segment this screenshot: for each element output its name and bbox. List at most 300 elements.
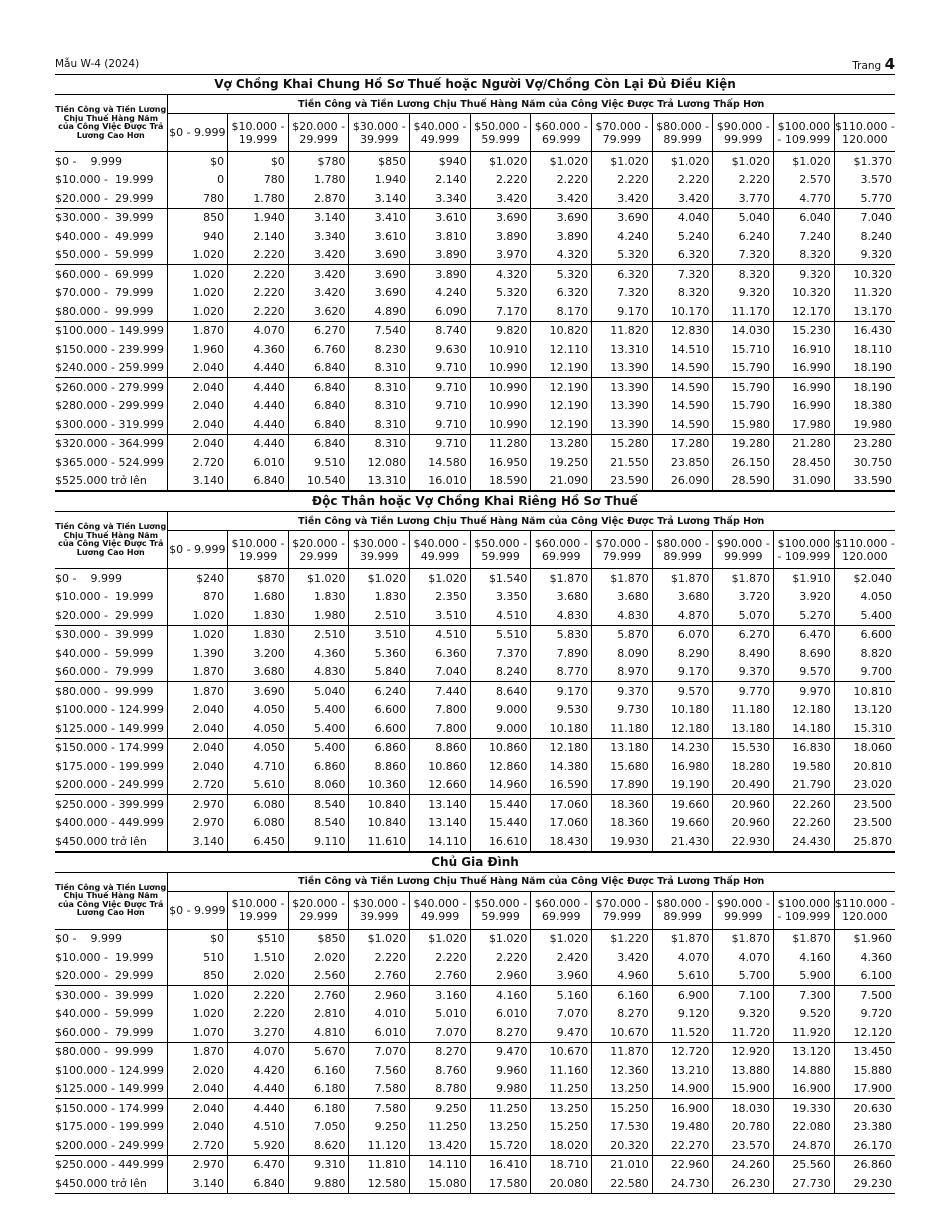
amount-cell: 25.560 [774, 1155, 835, 1174]
amount-cell: 19.660 [652, 795, 713, 814]
amount-cell: 1.680 [228, 588, 289, 607]
amount-cell: 15.980 [713, 415, 774, 434]
amount-cell: 2.720 [167, 1136, 228, 1155]
income-range: $260.000 - 279.999 [55, 378, 167, 397]
income-range: $30.000 - 39.999 [55, 208, 167, 227]
amount-cell: 8.320 [652, 284, 713, 303]
amount-cell: $1.870 [652, 929, 713, 948]
amount-cell: 3.690 [349, 265, 410, 284]
column-header: $90.000 - 99.999 [713, 114, 774, 152]
amount-cell: 2.720 [167, 776, 228, 795]
amount-cell: 7.170 [470, 302, 531, 321]
amount-cell: 12.180 [531, 738, 592, 757]
amount-cell: 6.470 [228, 1155, 289, 1174]
amount-cell: 8.540 [288, 795, 349, 814]
amount-cell: 10.360 [349, 776, 410, 795]
column-header: $90.000 - 99.999 [713, 531, 774, 569]
amount-cell: 9.880 [288, 1174, 349, 1193]
income-range: $175.000 - 199.999 [55, 1118, 167, 1137]
amount-cell: 17.530 [592, 1118, 653, 1137]
amount-cell: 13.180 [713, 719, 774, 738]
amount-cell: 4.510 [410, 625, 471, 644]
amount-cell: 14.590 [652, 397, 713, 416]
amount-cell: 9.320 [834, 246, 895, 265]
amount-cell: 9.470 [470, 1042, 531, 1061]
amount-cell: 3.690 [592, 208, 653, 227]
amount-cell: 9.320 [713, 284, 774, 303]
amount-cell: 4.240 [592, 227, 653, 246]
amount-cell: 4.070 [228, 1042, 289, 1061]
table-row [55, 814, 895, 833]
income-range: $300.000 - 319.999 [55, 415, 167, 434]
amount-cell: 7.320 [592, 284, 653, 303]
table-row [55, 776, 895, 795]
amount-cell: 3.420 [652, 189, 713, 208]
amount-cell: 6.320 [531, 284, 592, 303]
amount-cell: 16.590 [531, 776, 592, 795]
amount-cell: 2.220 [228, 246, 289, 265]
amount-cell: 13.450 [853, 1045, 892, 1059]
amount-cell: 19.480 [652, 1118, 713, 1137]
income-range: $150.000 - 174.999 [55, 738, 167, 757]
amount-cell: 3.890 [410, 265, 471, 284]
amount-cell: 14.880 [774, 1061, 835, 1080]
amount-cell: 18.110 [853, 342, 892, 356]
income-range: $20.000 - 29.999 [55, 189, 167, 208]
amount-cell: 17.900 [834, 1080, 895, 1099]
amount-cell: 18.020 [531, 1136, 592, 1155]
amount-cell: 3.420 [592, 948, 653, 967]
amount-cell: 12.110 [531, 340, 592, 359]
amount-cell: 11.320 [853, 286, 892, 300]
amount-cell: 20.320 [592, 1136, 653, 1155]
income-range: $100.000 - 124.999 [55, 1061, 167, 1080]
amount-cell: 3.970 [470, 246, 531, 265]
amount-cell: 9.720 [860, 1007, 892, 1021]
amount-cell: 4.320 [470, 265, 531, 284]
amount-cell: 20.490 [713, 776, 774, 795]
amount-cell: 28.450 [774, 453, 835, 472]
amount-cell: 3.140 [349, 189, 410, 208]
amount-cell: $1.870 [592, 569, 653, 588]
amount-cell: 4.440 [228, 1099, 289, 1118]
table-row [55, 569, 895, 588]
amount-cell: 23.280 [853, 437, 892, 451]
column-header: $110.000 - 120.000 [834, 114, 895, 152]
amount-cell: 3.420 [531, 189, 592, 208]
amount-cell: 1.830 [288, 588, 349, 607]
amount-cell: 14.110 [410, 1155, 471, 1174]
amount-cell: 6.840 [288, 434, 349, 453]
amount-cell: 15.790 [713, 359, 774, 378]
amount-cell: 6.600 [860, 628, 892, 642]
table-row [55, 1023, 895, 1042]
amount-cell: 15.900 [713, 1080, 774, 1099]
amount-cell: 9.730 [592, 701, 653, 720]
amount-cell: 4.810 [288, 1023, 349, 1042]
table-row [55, 340, 895, 359]
amount-cell: 10.670 [592, 1023, 653, 1042]
income-range: $30.000 - 39.999 [55, 986, 167, 1005]
income-range: $125.000 - 149.999 [55, 1080, 167, 1099]
amount-cell: 26.860 [853, 1158, 892, 1172]
group-header: Tiền Công và Tiền Lương Chịu Thuế Hàng Năm của Công Việc Được Trả Lương Thấp Hơn [167, 95, 895, 114]
amount-cell: $1.020 [652, 152, 713, 171]
amount-cell: 4.040 [652, 208, 713, 227]
amount-cell: 17.060 [531, 795, 592, 814]
amount-cell: 3.690 [349, 284, 410, 303]
amount-cell: 15.790 [713, 378, 774, 397]
column-header: $30.000 - 39.999 [349, 891, 410, 929]
form-name: Mẫu W-4 (2024) [55, 58, 140, 70]
amount-cell: 28.590 [713, 472, 774, 491]
amount-cell: 2.040 [167, 359, 228, 378]
amount-cell: 3.420 [288, 265, 349, 284]
amount-cell: 9.970 [774, 682, 835, 701]
amount-cell: 18.190 [834, 359, 895, 378]
amount-cell: 13.420 [410, 1136, 471, 1155]
amount-cell: 15.230 [774, 321, 835, 340]
income-range: $40.000 - 59.999 [55, 644, 167, 663]
amount-cell: 7.320 [713, 246, 774, 265]
amount-cell: 4.360 [860, 950, 892, 964]
page-word: Trang [852, 60, 882, 72]
table-row [55, 434, 895, 453]
amount-cell: 6.840 [288, 378, 349, 397]
amount-cell: $870 [228, 569, 289, 588]
amount-cell: 3.350 [470, 588, 531, 607]
income-range: $10.000 - 19.999 [55, 588, 167, 607]
income-range: $0 - 9.999 [55, 929, 167, 948]
amount-cell: 25.870 [834, 832, 895, 851]
amount-cell: 2.040 [167, 378, 228, 397]
amount-cell: 26.150 [713, 453, 774, 472]
amount-cell: 9.370 [713, 663, 774, 682]
amount-cell: 13.310 [592, 340, 653, 359]
amount-cell: 6.450 [228, 832, 289, 851]
amount-cell: 17.060 [531, 814, 592, 833]
amount-cell: 7.070 [531, 1005, 592, 1024]
amount-cell: 18.710 [531, 1155, 592, 1174]
amount-cell: 4.360 [228, 340, 289, 359]
amount-cell: 1.780 [228, 189, 289, 208]
amount-cell: 7.800 [410, 719, 471, 738]
amount-cell: 9.710 [410, 378, 471, 397]
amount-cell: 2.220 [531, 171, 592, 190]
amount-cell: 9.710 [410, 359, 471, 378]
amount-cell: 8.310 [349, 397, 410, 416]
column-header: $60.000 - 69.999 [531, 891, 592, 929]
amount-cell: 4.070 [713, 948, 774, 967]
amount-cell: 5.830 [531, 625, 592, 644]
income-range: $70.000 - 79.999 [55, 284, 167, 303]
amount-cell: 3.610 [410, 208, 471, 227]
amount-cell: 15.680 [592, 757, 653, 776]
amount-cell: 3.270 [228, 1023, 289, 1042]
row-header: Tiền Công và Tiền Lương Chịu Thuế Hàng Năm của Công Việc Được Trả Lương Cao Hơn [55, 512, 167, 569]
amount-cell: 12.180 [774, 701, 835, 720]
table-row [55, 397, 895, 416]
amount-cell: 1.960 [167, 340, 228, 359]
amount-cell: 5.510 [470, 625, 531, 644]
amount-cell: 5.400 [288, 719, 349, 738]
amount-cell: 3.680 [592, 588, 653, 607]
amount-cell: 11.160 [531, 1061, 592, 1080]
amount-cell: 16.990 [774, 378, 835, 397]
table-row [55, 588, 895, 607]
amount-cell: $1.870 [531, 569, 592, 588]
amount-cell: 0 [167, 171, 228, 190]
amount-cell: 8.320 [713, 265, 774, 284]
amount-cell: 11.810 [349, 1155, 410, 1174]
amount-cell: 15.440 [470, 814, 531, 833]
amount-cell: 2.760 [288, 986, 349, 1005]
amount-cell: 14.590 [652, 415, 713, 434]
table-row [55, 1099, 895, 1118]
amount-cell: 18.380 [853, 399, 892, 413]
amount-cell: 19.980 [834, 415, 895, 434]
column-header: $20.000 - 29.999 [288, 114, 349, 152]
amount-cell: 15.250 [531, 1118, 592, 1137]
amount-cell: 13.120 [774, 1042, 835, 1061]
amount-cell: 23.500 [853, 797, 892, 811]
amount-cell: 6.040 [774, 208, 835, 227]
amount-cell: 8.970 [592, 663, 653, 682]
amount-cell: 10.990 [470, 359, 531, 378]
table-row [55, 321, 895, 340]
amount-cell: 8.170 [531, 302, 592, 321]
amount-cell: 8.310 [349, 378, 410, 397]
amount-cell: 2.720 [167, 453, 228, 472]
amount-cell: 16.610 [470, 832, 531, 851]
amount-cell: 3.770 [713, 189, 774, 208]
income-range: $80.000 - 99.999 [55, 1042, 167, 1061]
amount-cell: 5.040 [288, 682, 349, 701]
amount-cell: 10.860 [410, 757, 471, 776]
income-range: $125.000 - 149.999 [55, 719, 167, 738]
amount-cell: 4.070 [652, 948, 713, 967]
column-header: $110.000 - 120.000 [834, 891, 895, 929]
amount-cell: 15.250 [592, 1099, 653, 1118]
amount-cell: 3.160 [410, 986, 471, 1005]
amount-cell: 2.020 [288, 948, 349, 967]
amount-cell: 9.170 [531, 682, 592, 701]
amount-cell: 6.360 [410, 644, 471, 663]
amount-cell: $510 [228, 929, 289, 948]
amount-cell: 3.620 [288, 302, 349, 321]
amount-cell: 24.260 [713, 1155, 774, 1174]
amount-cell: 13.390 [592, 378, 653, 397]
income-range: $0 - 9.999 [55, 152, 167, 171]
amount-cell: 3.420 [288, 284, 349, 303]
amount-cell: $1.020 [410, 929, 471, 948]
amount-cell: 2.220 [592, 171, 653, 190]
amount-cell: 18.280 [713, 757, 774, 776]
amount-cell: 8.230 [349, 340, 410, 359]
amount-cell: 7.440 [410, 682, 471, 701]
withholding-table [55, 873, 895, 1194]
income-range: $150.000 - 174.999 [55, 1099, 167, 1118]
amount-cell: 16.980 [652, 757, 713, 776]
amount-cell: 2.970 [167, 1155, 228, 1174]
amount-cell: 3.610 [349, 227, 410, 246]
amount-cell: 9.710 [410, 415, 471, 434]
amount-cell: 4.890 [349, 302, 410, 321]
amount-cell: 8.780 [410, 1080, 471, 1099]
amount-cell: 12.190 [531, 415, 592, 434]
amount-cell: 20.630 [853, 1101, 892, 1115]
table-row [55, 284, 895, 303]
amount-cell: 2.040 [167, 1099, 228, 1118]
table-row [55, 1174, 895, 1193]
amount-cell: 4.830 [531, 606, 592, 625]
amount-cell: 6.090 [410, 302, 471, 321]
amount-cell: 6.320 [652, 246, 713, 265]
amount-cell: 7.300 [774, 986, 835, 1005]
amount-cell: 11.250 [531, 1080, 592, 1099]
income-range: $0 - 9.999 [55, 569, 167, 588]
amount-cell: 11.180 [592, 719, 653, 738]
table-row [55, 189, 895, 208]
amount-cell: 10.670 [531, 1042, 592, 1061]
amount-cell: 2.040 [167, 757, 228, 776]
amount-cell: 2.220 [228, 1005, 289, 1024]
amount-cell: 1.020 [167, 265, 228, 284]
tax-tables [55, 74, 895, 1194]
amount-cell: 8.310 [349, 359, 410, 378]
amount-cell: 7.500 [860, 988, 892, 1002]
amount-cell: 8.270 [470, 1023, 531, 1042]
amount-cell: 11.280 [470, 434, 531, 453]
amount-cell: $850 [349, 152, 410, 171]
amount-cell: 9.520 [774, 1005, 835, 1024]
amount-cell: 780 [228, 171, 289, 190]
amount-cell: 7.070 [410, 1023, 471, 1042]
amount-cell: 7.890 [531, 644, 592, 663]
amount-cell: $0 [167, 929, 228, 948]
amount-cell: 940 [167, 227, 228, 246]
amount-cell: 2.220 [713, 171, 774, 190]
amount-cell: $0 [228, 152, 289, 171]
amount-cell: 7.540 [349, 321, 410, 340]
amount-cell: 9.710 [410, 397, 471, 416]
amount-cell: 6.070 [652, 625, 713, 644]
amount-cell: 16.950 [470, 453, 531, 472]
amount-cell: 14.590 [652, 359, 713, 378]
income-range: $60.000 - 79.999 [55, 1023, 167, 1042]
amount-cell: 510 [167, 948, 228, 967]
amount-cell: 9.170 [652, 663, 713, 682]
amount-cell: 15.880 [853, 1063, 892, 1077]
amount-cell: 4.160 [774, 948, 835, 967]
withholding-table [55, 95, 895, 491]
amount-cell: 6.840 [228, 1174, 289, 1193]
amount-cell: $1.020 [592, 152, 653, 171]
section-1 [55, 491, 895, 852]
amount-cell: 1.020 [167, 625, 228, 644]
amount-cell: 7.580 [349, 1080, 410, 1099]
amount-cell: 20.780 [713, 1118, 774, 1137]
table-row [55, 1118, 895, 1137]
amount-cell: 2.970 [167, 795, 228, 814]
group-header: Tiền Công và Tiền Lương Chịu Thuế Hàng Năm của Công Việc Được Trả Lương Thấp Hơn [167, 512, 895, 531]
amount-cell: 3.960 [531, 967, 592, 986]
amount-cell: 5.360 [349, 644, 410, 663]
amount-cell: 2.040 [167, 415, 228, 434]
income-range: $60.000 - 79.999 [55, 663, 167, 682]
column-header: $0 - 9.999 [167, 114, 228, 152]
amount-cell: 5.670 [288, 1042, 349, 1061]
amount-cell: 14.590 [652, 378, 713, 397]
column-header: $20.000 - 29.999 [288, 891, 349, 929]
income-range: $365.000 - 524.999 [55, 453, 167, 472]
amount-cell: 10.990 [470, 378, 531, 397]
table-row [55, 1080, 895, 1099]
amount-cell: 3.810 [410, 227, 471, 246]
table-row [55, 208, 895, 227]
amount-cell: 8.490 [713, 644, 774, 663]
amount-cell: 2.870 [288, 189, 349, 208]
amount-cell: 8.690 [774, 644, 835, 663]
amount-cell: 3.420 [470, 189, 531, 208]
amount-cell: 2.810 [288, 1005, 349, 1024]
amount-cell: 6.470 [774, 625, 835, 644]
amount-cell: 8.640 [470, 682, 531, 701]
amount-cell: 8.090 [592, 644, 653, 663]
amount-cell: 9.980 [470, 1080, 531, 1099]
table-row [55, 644, 895, 663]
column-header: $0 - 9.999 [167, 531, 228, 569]
section-title: Vợ Chồng Khai Chung Hồ Sơ Thuế hoặc Người Vợ/Chồng Còn Lại Đủ Điều Kiện [55, 75, 895, 95]
amount-cell: 5.160 [531, 986, 592, 1005]
amount-cell: 5.610 [652, 967, 713, 986]
amount-cell: 3.690 [349, 246, 410, 265]
amount-cell: 12.190 [531, 397, 592, 416]
section-2 [55, 852, 895, 1194]
amount-cell: 4.360 [288, 644, 349, 663]
income-range: $200.000 - 249.999 [55, 776, 167, 795]
amount-cell: 4.440 [228, 434, 289, 453]
amount-cell: $1.020 [349, 569, 410, 588]
amount-cell: 3.720 [713, 588, 774, 607]
amount-cell: 6.240 [349, 682, 410, 701]
amount-cell: 5.870 [592, 625, 653, 644]
amount-cell: 9.120 [652, 1005, 713, 1024]
amount-cell: 22.080 [774, 1118, 835, 1137]
amount-cell: 18.060 [853, 741, 892, 755]
amount-cell: 8.540 [288, 814, 349, 833]
amount-cell: 6.010 [470, 1005, 531, 1024]
amount-cell: 2.220 [228, 284, 289, 303]
amount-cell: 7.040 [410, 663, 471, 682]
amount-cell: 1.830 [228, 625, 289, 644]
amount-cell: 13.140 [410, 814, 471, 833]
amount-cell: 4.050 [228, 738, 289, 757]
table-row [55, 757, 895, 776]
table-row [55, 302, 895, 321]
amount-cell: 9.570 [652, 682, 713, 701]
amount-cell: 26.090 [652, 472, 713, 491]
amount-cell: 3.200 [228, 644, 289, 663]
income-range: $30.000 - 39.999 [55, 625, 167, 644]
amount-cell: 3.680 [531, 588, 592, 607]
amount-cell: 22.960 [652, 1155, 713, 1174]
table-row [55, 682, 895, 701]
withholding-table [55, 512, 895, 852]
amount-cell: 1.510 [228, 948, 289, 967]
amount-cell: $1.870 [713, 569, 774, 588]
amount-cell: 14.380 [531, 757, 592, 776]
